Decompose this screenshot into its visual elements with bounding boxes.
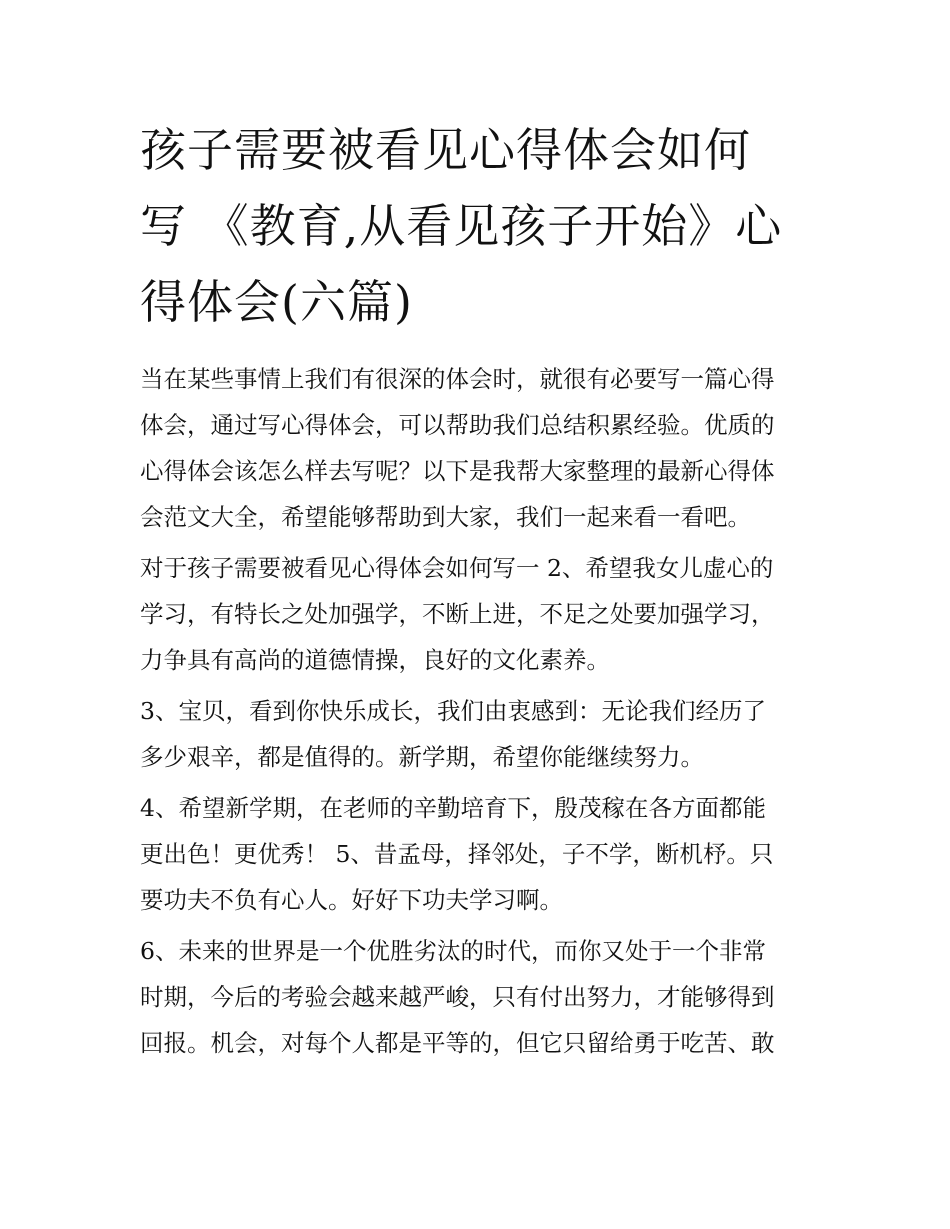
text-line: 学习，有特长之处加强学，不断上进，不足之处要加强学习， (140, 600, 775, 628)
text-line: 3、宝贝，看到你快乐成长，我们由衷感到：无论我们经历了 (140, 697, 766, 725)
text-line: 时期，今后的考验会越来越严峻，只有付出努力，才能够得到 (140, 983, 775, 1011)
title-line: 得体会(六篇) (140, 275, 413, 329)
document-title (140, 112, 820, 340)
paragraph-intro (140, 356, 820, 540)
text-line: 体会，通过写心得体会，可以帮助我们总结积累经验。优质的 (140, 411, 775, 439)
text-line: 当在某些事情上我们有很深的体会时，就很有必要写一篇心得 (140, 365, 775, 393)
title-line: 写 《教育,从看见孩子开始》心 (140, 199, 783, 253)
text-line: 会范文大全，希望能够帮助到大家，我们一起来看一看吧。 (140, 503, 751, 531)
paragraph-item-3 (140, 688, 820, 780)
text-line: 回报。机会，对每个人都是平等的，但它只留给勇于吃苦、敢 (140, 1029, 775, 1057)
document-body (140, 356, 820, 1071)
text-line: 多少艰辛，都是值得的。新学期，希望你能继续努力。 (140, 743, 704, 771)
title-line: 孩子需要被看见心得体会如何 (140, 123, 751, 177)
text-line: 心得体会该怎么样去写呢？以下是我帮大家整理的最新心得体 (140, 457, 775, 485)
text-line: 4、希望新学期，在老师的辛勤培育下，殷茂稼在各方面都能 (140, 794, 766, 822)
text-line: 对于孩子需要被看见心得体会如何写一 2、希望我女儿虚心的 (140, 554, 774, 582)
paragraph-item-2 (140, 545, 820, 683)
text-line: 6、未来的世界是一个优胜劣汰的时代，而你又处于一个非常 (140, 937, 766, 965)
text-line: 更出色！更优秀！ 5、昔孟母，择邻处，子不学，断机杼。只 (140, 840, 774, 868)
paragraph-item-6 (140, 928, 820, 1066)
text-line: 力争具有高尚的道德情操，良好的文化素养。 (140, 646, 610, 674)
paragraph-item-4 (140, 785, 820, 923)
text-line: 要功夫不负有心人。好好下功夫学习啊。 (140, 886, 563, 914)
